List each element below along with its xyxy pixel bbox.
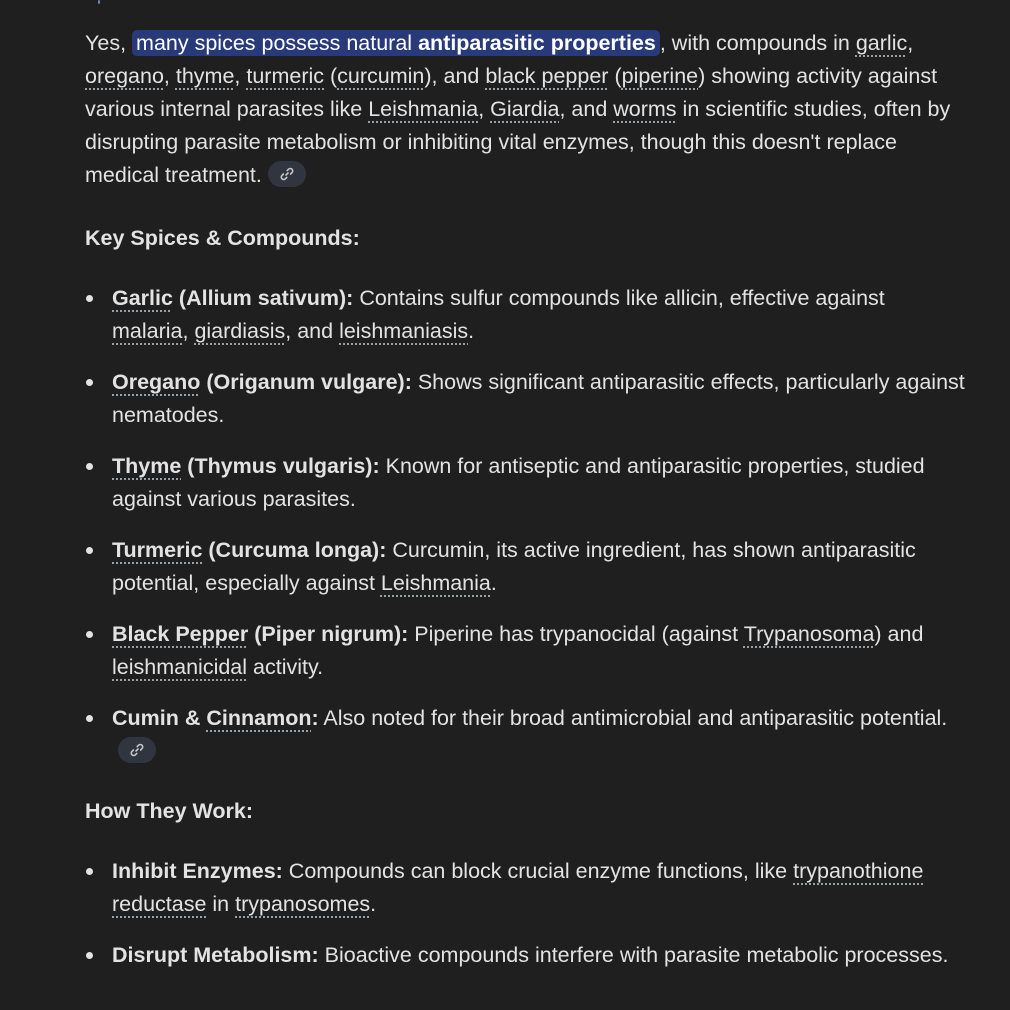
term-link-thyme[interactable]: thyme bbox=[175, 64, 235, 88]
list-item-disrupt-metabolism: Disrupt Metabolism: Bioactive compounds interfere with parasite metabolic processes. bbox=[85, 939, 965, 972]
term-link-trypanosomes[interactable]: trypanosomes bbox=[235, 892, 371, 916]
term-link-giardiasis[interactable]: giardiasis bbox=[194, 319, 286, 343]
term-link-oregano[interactable]: oregano bbox=[85, 64, 164, 88]
term-link-curcumin[interactable]: curcumin bbox=[337, 64, 425, 88]
link-icon bbox=[280, 167, 294, 181]
list-item-black-pepper: Black Pepper (Piper nigrum): Piperine has trypanocidal (against Trypanosoma) and leishmanicidal activity. bbox=[85, 618, 965, 684]
term-link-piperine[interactable]: piperine bbox=[621, 64, 699, 88]
list-item-cumin-cinnamon: Cumin & Cinnamon: Also noted for their broad antimicrobial and antiparasitic potential. bbox=[85, 702, 965, 768]
mechanisms-list bbox=[85, 855, 965, 972]
term-link-garlic[interactable]: garlic bbox=[855, 31, 908, 55]
term-link-trypanothione-reductase[interactable]: trypanothione reductase bbox=[112, 859, 924, 916]
list-item-oregano: Oregano (Origanum vulgare): Shows significant antiparasitic effects, particularly against nematodes. bbox=[85, 366, 965, 432]
scroll-marker bbox=[98, 0, 100, 4]
term-link-leishmania-2[interactable]: Leishmania bbox=[380, 571, 491, 595]
term-link-oregano-title[interactable]: Oregano bbox=[112, 370, 201, 394]
term-link-leishmaniasis[interactable]: leishmaniasis bbox=[339, 319, 469, 343]
key-spices-heading: Key Spices & Compounds: bbox=[85, 226, 360, 250]
list-item-garlic: Garlic (Allium sativum): Contains sulfur compounds like allicin, effective against malaria, giardiasis, and leishmaniasis. bbox=[85, 282, 965, 348]
highlighted-phrase[interactable]: many spices possess natural antiparasitic properties bbox=[132, 30, 660, 56]
list-item-inhibit-enzymes: Inhibit Enzymes: Compounds can block crucial enzyme functions, like trypanothione reductase in trypanosomes. bbox=[85, 855, 965, 921]
term-link-leishmanicidal[interactable]: leishmanicidal bbox=[112, 655, 248, 679]
source-link-button[interactable] bbox=[118, 737, 156, 763]
term-link-thyme-title[interactable]: Thyme bbox=[112, 454, 182, 478]
term-link-turmeric-title[interactable]: Turmeric bbox=[112, 538, 203, 562]
term-link-worms[interactable]: worms bbox=[613, 97, 677, 121]
list-item-turmeric: Turmeric (Curcuma longa): Curcumin, its active ingredient, has shown antiparasitic potential, especially against Leishmania. bbox=[85, 534, 965, 600]
term-link-trypanosoma[interactable]: Trypanosoma bbox=[743, 622, 875, 646]
source-link-button[interactable] bbox=[268, 161, 306, 187]
term-link-leishmania[interactable]: Leishmania bbox=[368, 97, 479, 121]
term-link-malaria[interactable]: malaria bbox=[112, 319, 183, 343]
term-link-garlic-title[interactable]: Garlic bbox=[112, 286, 173, 310]
link-icon bbox=[130, 743, 144, 757]
spices-list bbox=[85, 282, 965, 768]
how-they-work-heading: How They Work: bbox=[85, 799, 254, 823]
list-item-thyme: Thyme (Thymus vulgaris): Known for antiseptic and antiparasitic properties, studied against various parasites. bbox=[85, 450, 965, 516]
term-link-black-pepper-title[interactable]: Black Pepper bbox=[112, 622, 249, 646]
intro-paragraph: Yes, many spices possess natural antiparasitic properties , with compounds in garlic, oregano, thyme, turmeric (curcumin), and black pepper (piperine) showing activity against various internal parasites like Leishmania, Giardia, and worms in scientific studies, often by disrupting parasite metabolism or inhibiting vital enzymes, though this doesn't replace medical treatment. bbox=[85, 31, 951, 187]
term-link-black-pepper[interactable]: black pepper bbox=[485, 64, 609, 88]
term-link-giardia[interactable]: Giardia bbox=[490, 97, 560, 121]
term-link-cinnamon[interactable]: Cinnamon bbox=[206, 706, 312, 730]
term-link-turmeric[interactable]: turmeric bbox=[246, 64, 325, 88]
response-content bbox=[85, 27, 965, 990]
